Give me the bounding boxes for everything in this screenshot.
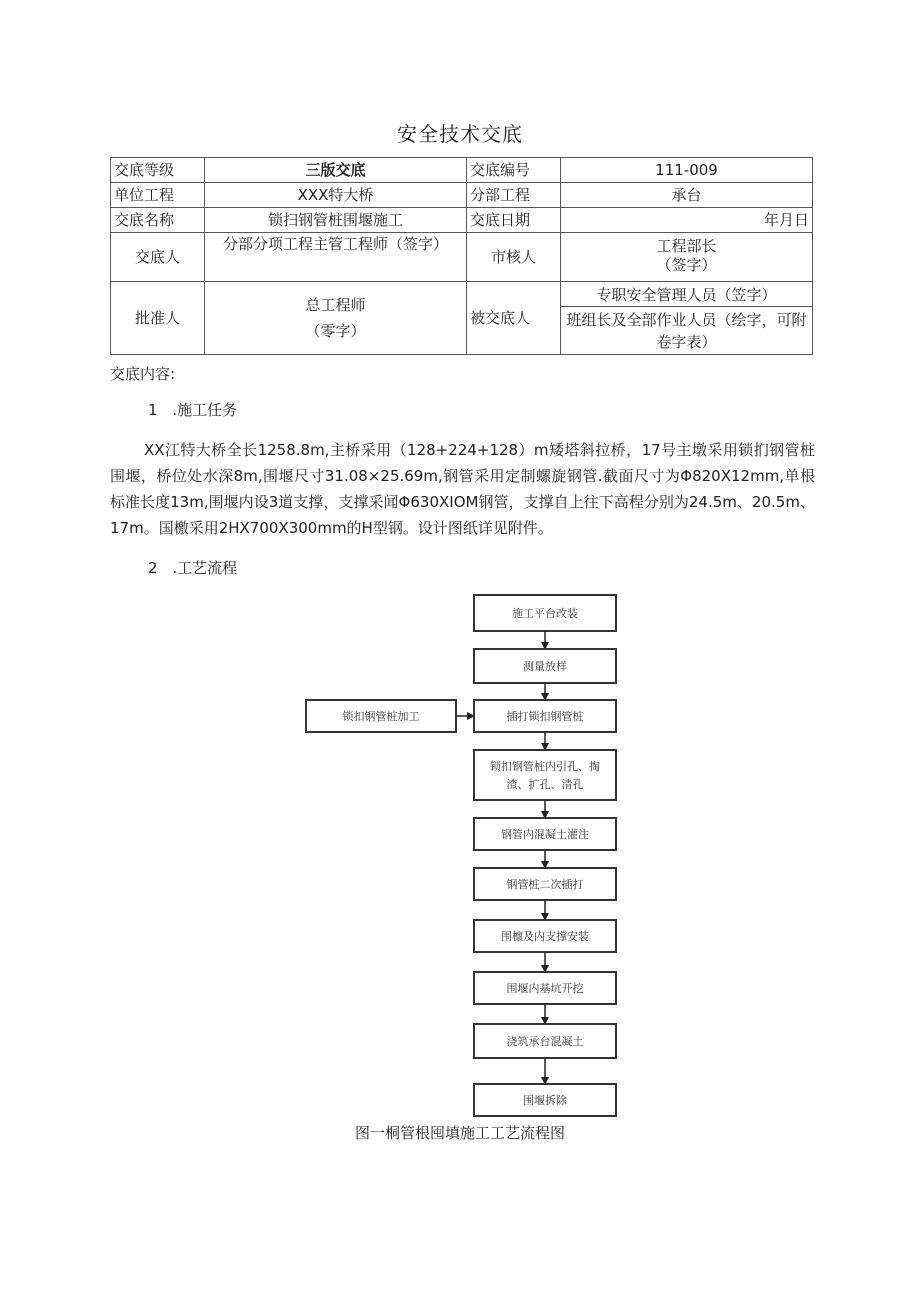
flow-step-label: 浇筑承台混凝土 xyxy=(506,1035,584,1048)
value-presenter: 分部分项工程主管工程师（签字） xyxy=(205,233,467,282)
receiver-crew xyxy=(561,307,812,353)
receiver-safety: 专职安全管理人员（笠字） xyxy=(561,284,812,307)
section-1-body: XX江特大桥全长1258.8m,主桥采用（128+224+128）m矮塔斜拉桥，17号主墩采用锁扪钢管桩围堰，桥位处水深8m,围堰尺寸31.08×25.69m,钢管采用定制螺旋钢管.截面尺寸为Φ820X12mm,单根标准长度13m,围堰内设3道支撑，支撑采闻Φ630XIOM钢管，支撑自上往下高程分别为24.5m、20.5m、17m。国檄采用2HX700X300mm的H型钢。设计图纸详见附件。 xyxy=(110,441,815,537)
flow-step-label: 插打锁扣钢管桩 xyxy=(506,710,584,723)
approver-sign: （零字） xyxy=(305,322,366,340)
label-approver: 批准人 xyxy=(111,282,205,355)
table-row xyxy=(111,208,813,233)
value-approver xyxy=(205,282,467,355)
table-row xyxy=(111,158,813,183)
label-presenter: 交底人 xyxy=(111,233,205,282)
label-unit-project: 单位工程 xyxy=(111,183,205,208)
value-level: 三版交底 xyxy=(205,158,467,183)
label-level: 交底等级 xyxy=(111,158,205,183)
label-number: 交底编号 xyxy=(467,158,561,183)
section-2-heading xyxy=(148,556,237,580)
value-reviewer xyxy=(561,233,813,282)
label-reviewer: 市核人 xyxy=(467,233,561,282)
section-1-title: .施工任务 xyxy=(172,401,238,419)
reviewer-sign: （签字） xyxy=(656,256,717,274)
flow-step-label: 渣、扩孔、清孔 xyxy=(506,778,584,791)
table-row xyxy=(111,183,813,208)
flow-step-label: 钢管内混凝土灌注 xyxy=(501,828,589,841)
content-label: 交底内容: xyxy=(110,365,176,383)
section-1-heading xyxy=(148,398,237,422)
flow-side-label: 锁扣钢管桩加工 xyxy=(342,710,420,723)
table-row xyxy=(111,233,813,282)
value-date: 年月日 xyxy=(561,208,813,233)
section-2-title: .工艺流程 xyxy=(172,559,238,577)
label-receiver: 被交底人 xyxy=(467,282,561,355)
receiver-crew-line2: 卷字表） xyxy=(656,332,717,351)
flow-step-label: 围堰拆除 xyxy=(523,1094,567,1107)
flow-step-label: 围堰内基坑开挖 xyxy=(506,982,584,995)
flow-step-label: 测量放样 xyxy=(523,660,567,673)
process-flowchart xyxy=(300,590,630,1120)
flow-step-label: 锁扣钢管桩内引孔、掏 xyxy=(490,760,600,773)
flow-step-label: 钢管桩二次插打 xyxy=(506,878,584,891)
value-name: 锁扫钢管桩围堰施工 xyxy=(205,208,467,233)
flow-step-label: 施工平台改装 xyxy=(512,607,578,620)
value-receiver xyxy=(561,282,813,355)
flow-step-box xyxy=(474,750,616,800)
label-date: 交底日期 xyxy=(467,208,561,233)
value-sub-project: 承台 xyxy=(561,183,813,208)
value-unit-project: XXX特大桥 xyxy=(205,183,467,208)
value-number: 111-009 xyxy=(561,158,813,183)
table-row xyxy=(111,282,813,355)
section-1-number: 1 xyxy=(148,401,158,419)
info-table xyxy=(110,157,813,355)
figure-caption: 图一桐管根囤填施工工艺流程图 xyxy=(354,1124,565,1142)
label-name: 交底名称 xyxy=(111,208,205,233)
flow-step-label: 围檩及内支撑安装 xyxy=(501,930,589,943)
approver-role: 总工程师 xyxy=(305,296,366,314)
label-sub-project: 分部工程 xyxy=(467,183,561,208)
reviewer-role: 工程部长 xyxy=(656,237,717,255)
receiver-crew-line1: 班组长及全部作业人员（绘字，可附 xyxy=(566,310,807,329)
document-title: 安全技术交底 xyxy=(397,122,523,146)
section-2-number: 2 xyxy=(148,559,158,577)
